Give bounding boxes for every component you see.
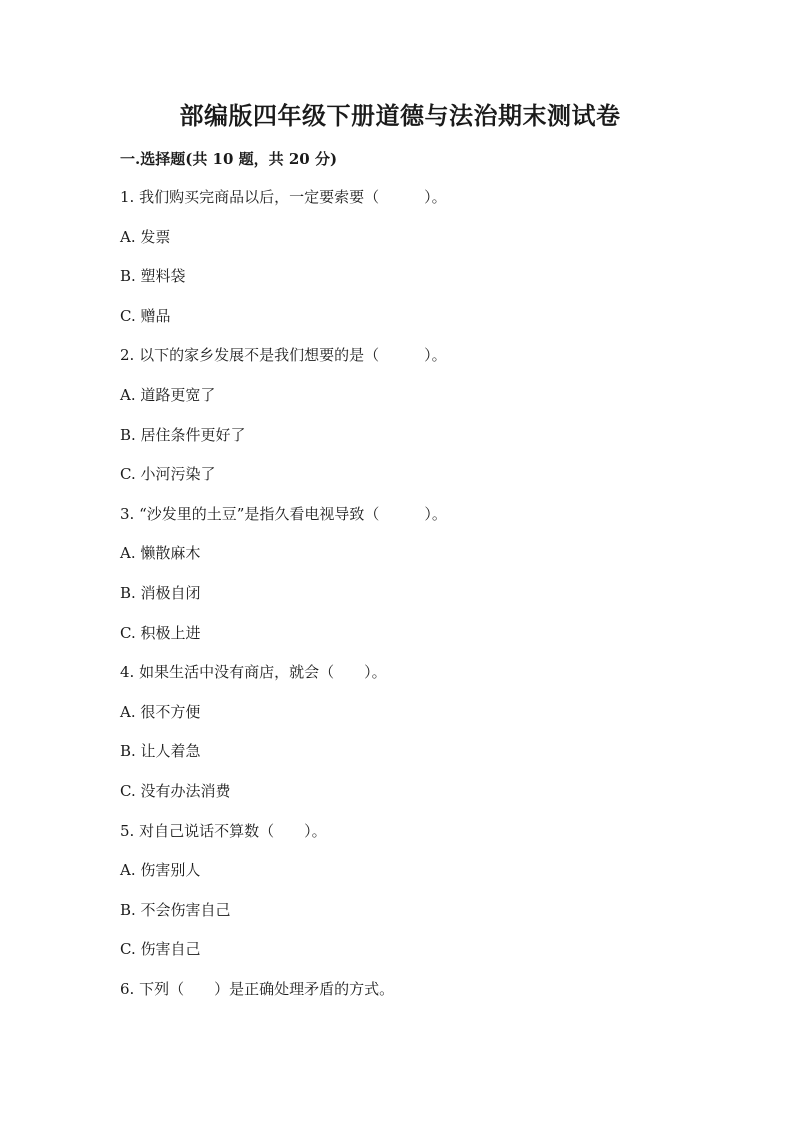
question-2: 2. 以下的家乡发展不是我们想要的是（ ）。 xyxy=(120,346,447,365)
question-2-option-c: C. 小河污染了 xyxy=(120,465,216,484)
question-1: 1. 我们购买完商品以后，一定要索要（ ）。 xyxy=(120,188,447,206)
question-1-option-b: B. 塑料袋 xyxy=(120,267,186,286)
question-4-option-b: B. 让人着急 xyxy=(120,742,201,761)
question-4-option-a: A. 很不方便 xyxy=(120,702,201,721)
question-3-option-c: C. 积极上进 xyxy=(120,623,201,642)
question-5-option-b: B. 不会伤害自己 xyxy=(120,900,231,919)
question-2-option-a: A. 道路更宽了 xyxy=(120,385,216,404)
question-6: 6. 下列（ ）是正确处理矛盾的方式。 xyxy=(120,979,395,998)
question-3: 3. “沙发里的土豆”是指久看电视导致（ ）。 xyxy=(120,504,447,523)
question-5-option-a: A. 伤害别人 xyxy=(120,861,201,880)
question-4-option-c: C. 没有办法消费 xyxy=(120,781,231,800)
question-1-option-c: C. 赠品 xyxy=(120,306,171,325)
question-list xyxy=(120,186,720,1017)
section-heading: 一.选择题(共 10 题，共 20 分) xyxy=(120,150,338,168)
question-4: 4. 如果生活中没有商店，就会（ ）。 xyxy=(120,663,387,682)
question-1-option-a: A. 发票 xyxy=(120,227,171,246)
question-5-option-c: C. 伤害自己 xyxy=(120,940,201,959)
question-2-option-b: B. 居住条件更好了 xyxy=(120,425,246,444)
question-3-option-b: B. 消极自闭 xyxy=(120,583,201,602)
question-3-option-a: A. 懒散麻木 xyxy=(120,544,201,563)
page-title: 部编版四年级下册道德与法治期末测试卷 xyxy=(179,101,621,130)
question-5: 5. 对自己说话不算数（ ）。 xyxy=(120,821,327,840)
